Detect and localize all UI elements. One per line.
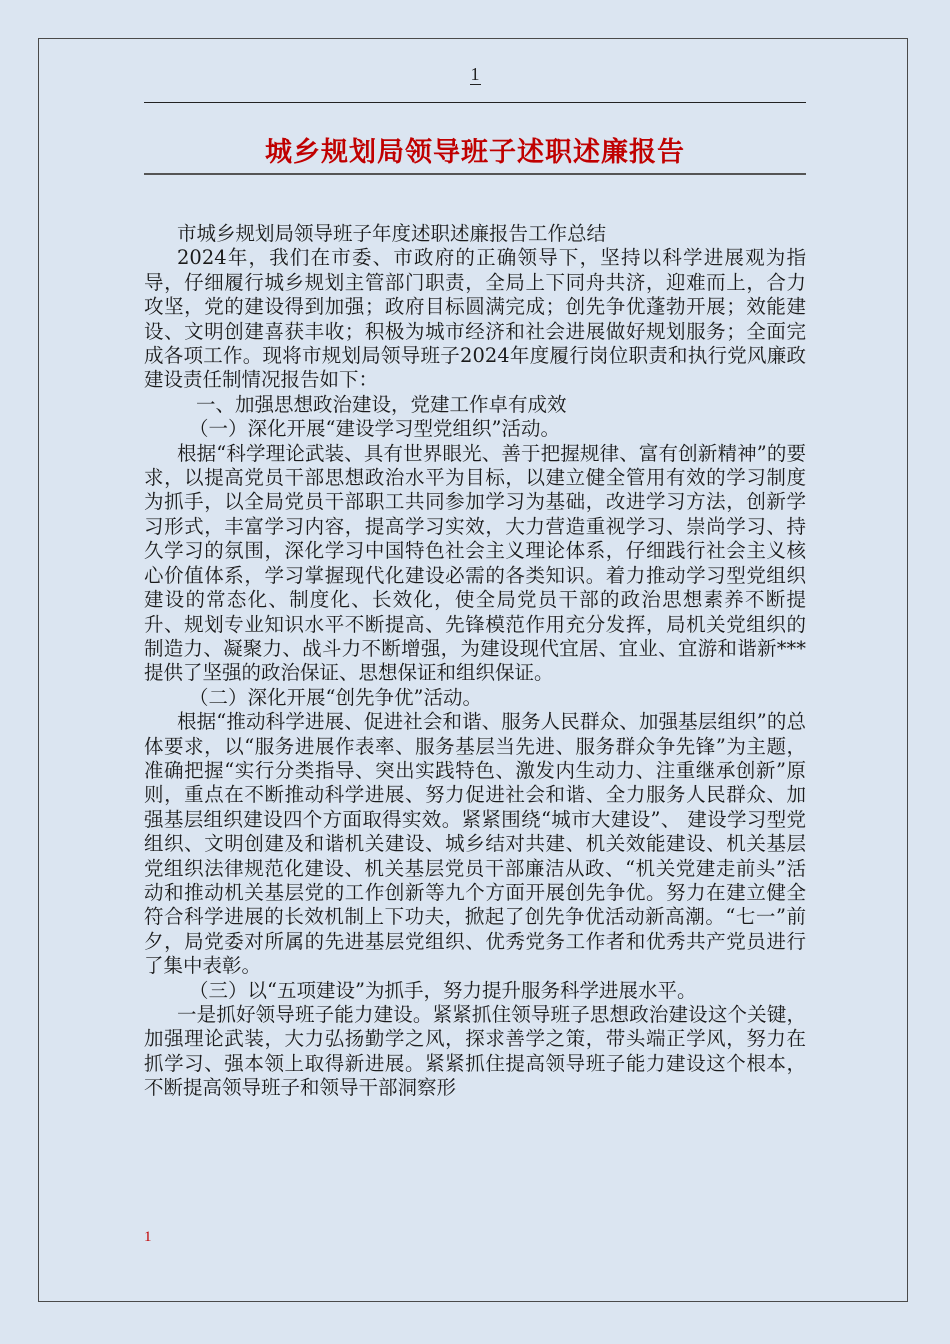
paragraph: 一是抓好领导班子能力建设。紧紧抓住领导班子思想政治建设这个关键，加强理论武装，大力弘扬勤学之风，探求善学之策，带头端正学风，努力在抓学习、强本领上取得新进展。紧紧抓住提高领导班子能力建设这个根本，不断提高领导班子和领导干部洞察形 [144, 1003, 806, 1100]
paragraph: 2024年，我们在市委、市政府的正确领导下，坚持以科学进展观为指导，仔细履行城乡规划主管部门职责，全局上下同舟共济，迎难而上，合力攻坚，党的建设得到加强；政府目标圆满完成；创先争优蓬勃开展；效能建设、文明创建喜获丰收；积极为城市经济和社会进展做好规划服务；全面完成各项工作。现将市规划局领导班子2024年度履行岗位职责和执行党风廉政建设责任制情况报告如下： [144, 246, 806, 392]
header-rule [144, 102, 806, 103]
paragraph: 市城乡规划局领导班子年度述职述廉报告工作总结 [177, 222, 607, 245]
header-page-number-text: 1 [470, 64, 480, 84]
paragraph: 根据“推动科学进展、促进社会和谐、服务人民群众、加强基层组织”的总体要求，以“服务进展作表率、服务基层当先进、服务群众争先锋”为主题，准确把握“实行分类指导、突出实践特色、激发内生动力、注重继承创新”原则，重点在不断推动科学进展、努力促进社会和谐、全力服务人民群众、加强基层组织建设四个方面取得实效。紧紧围绕“城市大建设”、 建设学习型党组织、文明创建及和谐机关建设、城乡结对共建、机关效能建设、机关基层党组织法律规范化建设、机关基层党员干部廉洁从政、“机关党建走前头”活动和推动机关基层党的工作创新等九个方面开展创先争优。努力在建立健全符合科学进展的长效机制上下功夫，掀起了创先争优活动新高潮。“七一”前夕，局党委对所属的先进基层党组织、优秀党务工作者和优秀共产党员进行了集中表彰。 [144, 710, 806, 978]
subheading-3: （三）以“五项建设”为抓手，努力提升服务科学进展水平。 [189, 978, 697, 1002]
subheading-1: （一）深化开展“建设学习型党组织”活动。 [189, 417, 560, 441]
header-page-number [0, 64, 950, 85]
document-body [144, 222, 806, 1101]
document-title: 城乡规划局领导班子述职述廉报告 [265, 137, 685, 168]
footer-page-number: 1 [144, 1229, 152, 1245]
subheading-2: （二）深化开展“创先争优”活动。 [189, 685, 482, 709]
title-rule [144, 173, 806, 175]
heading-section-1: 一、加强思想政治建设，党建工作卓有成效 [196, 392, 567, 416]
paragraph: 根据“科学理论武装、具有世界眼光、善于把握规律、富有创新精神”的要求，以提高党员干部思想政治水平为目标，以建立健全管用有效的学习制度为抓手，以全局党员干部职工共同参加学习为基础，改进学习方法，创新学习形式，丰富学习内容，提高学习实效，大力营造重视学习、崇尚学习、持久学习的氛围，深化学习中国特色社会主义理论体系，仔细践行社会主义核心价值体系，学习掌握现代化建设必需的各类知识。着力推动学习型党组织建设的常态化、制度化、长效化，使全局党员干部的政治思想素养不断提升、规划专业知识水平不断提高、先锋模范作用充分发挥，局机关党组织的制造力、凝聚力、战斗力不断增强，为建设现代宜居、宜业、宜游和谐新***提供了坚强的政治保证、思想保证和组织保证。 [144, 441, 806, 685]
